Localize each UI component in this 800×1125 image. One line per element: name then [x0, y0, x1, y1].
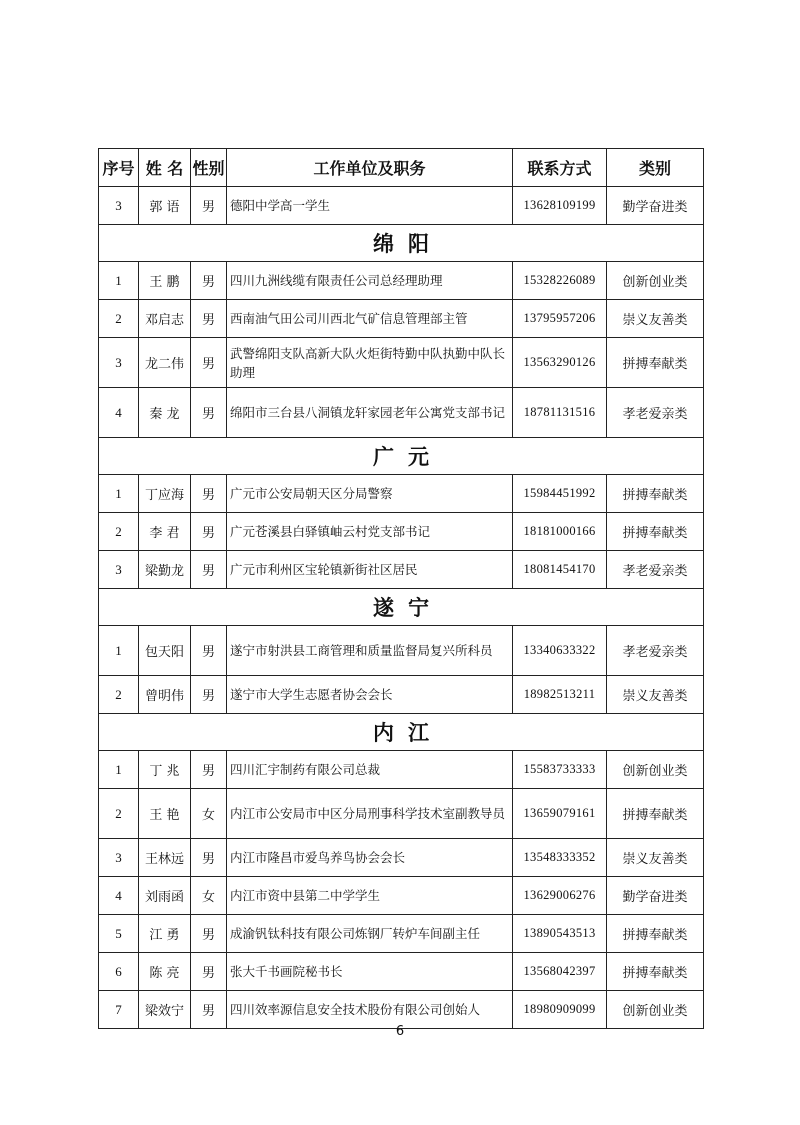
- cell-gender: 男: [191, 626, 227, 676]
- table-row: [99, 915, 704, 953]
- cell-phone: 18081454170: [513, 551, 607, 589]
- cell-name: 王 艳: [139, 789, 191, 839]
- cell-unit: 内江市资中县第二中学学生: [227, 877, 513, 915]
- cell-index: 3: [99, 187, 139, 225]
- cell-gender: 男: [191, 991, 227, 1029]
- cell-unit: 四川效率源信息安全技术股份有限公司创始人: [227, 991, 513, 1029]
- page-number: 6: [395, 1024, 405, 1039]
- cell-index: 1: [99, 751, 139, 789]
- table-row: [99, 338, 704, 388]
- cell-name: 丁应海: [139, 475, 191, 513]
- table-row: [99, 676, 704, 714]
- cell-category: 拼搏奉献类: [607, 475, 704, 513]
- cell-category: 创新创业类: [607, 991, 704, 1029]
- cell-category: 勤学奋进类: [607, 187, 704, 225]
- cell-unit: 遂宁市射洪县工商管理和质量监督局复兴所科员: [227, 626, 513, 676]
- cell-category: 孝老爱亲类: [607, 388, 704, 438]
- cell-phone: 13890543513: [513, 915, 607, 953]
- cell-phone: 15583733333: [513, 751, 607, 789]
- cell-gender: 男: [191, 751, 227, 789]
- table-row: [99, 839, 704, 877]
- region-heading: 绵阳: [99, 225, 704, 262]
- cell-category: 勤学奋进类: [607, 877, 704, 915]
- table-row: [99, 513, 704, 551]
- header-phone: 联系方式: [513, 149, 607, 187]
- cell-category: 拼搏奉献类: [607, 513, 704, 551]
- cell-name: 刘雨函: [139, 877, 191, 915]
- cell-category: 拼搏奉献类: [607, 338, 704, 388]
- cell-category: 拼搏奉献类: [607, 915, 704, 953]
- cell-name: 王 鹏: [139, 262, 191, 300]
- region-row: [99, 589, 704, 626]
- cell-name: 龙二伟: [139, 338, 191, 388]
- cell-unit: 内江市隆昌市爱鸟养鸟协会会长: [227, 839, 513, 877]
- cell-phone: 13795957206: [513, 300, 607, 338]
- cell-phone: 18781131516: [513, 388, 607, 438]
- cell-name: 丁 兆: [139, 751, 191, 789]
- cell-phone: 13548333352: [513, 839, 607, 877]
- cell-name: 郭 语: [139, 187, 191, 225]
- cell-unit: 四川九洲线缆有限责任公司总经理助理: [227, 262, 513, 300]
- cell-phone: 18980909099: [513, 991, 607, 1029]
- cell-index: 6: [99, 953, 139, 991]
- cell-name: 秦 龙: [139, 388, 191, 438]
- header-unit: 工作单位及职务: [227, 149, 513, 187]
- cell-category: 创新创业类: [607, 262, 704, 300]
- cell-gender: 男: [191, 388, 227, 438]
- cell-unit: 成渝钒钛科技有限公司炼钢厂转炉车间副主任: [227, 915, 513, 953]
- cell-name: 梁效宁: [139, 991, 191, 1029]
- cell-index: 3: [99, 338, 139, 388]
- cell-gender: 男: [191, 338, 227, 388]
- cell-category: 拼搏奉献类: [607, 953, 704, 991]
- cell-gender: 男: [191, 915, 227, 953]
- table-row: [99, 953, 704, 991]
- cell-index: 4: [99, 877, 139, 915]
- cell-category: 崇义友善类: [607, 300, 704, 338]
- region-row: [99, 714, 704, 751]
- table-row: [99, 751, 704, 789]
- region-row: [99, 225, 704, 262]
- cell-unit: 四川汇宇制药有限公司总裁: [227, 751, 513, 789]
- region-heading: 广元: [99, 438, 704, 475]
- cell-unit: 广元市公安局朝天区分局警察: [227, 475, 513, 513]
- cell-gender: 女: [191, 877, 227, 915]
- cell-index: 1: [99, 626, 139, 676]
- cell-gender: 男: [191, 513, 227, 551]
- cell-phone: 13563290126: [513, 338, 607, 388]
- cell-index: 2: [99, 789, 139, 839]
- cell-unit: 内江市公安局市中区分局刑事科学技术室副教导员: [227, 789, 513, 839]
- cell-name: 李 君: [139, 513, 191, 551]
- region-heading: 内江: [99, 714, 704, 751]
- cell-category: 创新创业类: [607, 751, 704, 789]
- cell-phone: 18181000166: [513, 513, 607, 551]
- cell-gender: 男: [191, 676, 227, 714]
- table-row: [99, 626, 704, 676]
- header-index: 序号: [99, 149, 139, 187]
- cell-unit: 广元市利州区宝轮镇新街社区居民: [227, 551, 513, 589]
- table-header-row: [99, 149, 704, 187]
- cell-index: 5: [99, 915, 139, 953]
- honoree-table: [98, 148, 704, 1029]
- cell-category: 崇义友善类: [607, 676, 704, 714]
- table-row: [99, 991, 704, 1029]
- cell-index: 4: [99, 388, 139, 438]
- cell-category: 孝老爱亲类: [607, 551, 704, 589]
- cell-gender: 男: [191, 300, 227, 338]
- cell-unit: 武警绵阳支队高新大队火炬街特勤中队执勤中队长助理: [227, 338, 513, 388]
- cell-unit: 广元苍溪县白驿镇岫云村党支部书记: [227, 513, 513, 551]
- cell-name: 江 勇: [139, 915, 191, 953]
- cell-phone: 13659079161: [513, 789, 607, 839]
- cell-phone: 15984451992: [513, 475, 607, 513]
- table-row: [99, 388, 704, 438]
- cell-name: 梁勤龙: [139, 551, 191, 589]
- cell-unit: 西南油气田公司川西北气矿信息管理部主管: [227, 300, 513, 338]
- cell-category: 崇义友善类: [607, 839, 704, 877]
- cell-name: 陈 亮: [139, 953, 191, 991]
- table-body: [99, 187, 704, 1029]
- cell-unit: 遂宁市大学生志愿者协会会长: [227, 676, 513, 714]
- cell-index: 7: [99, 991, 139, 1029]
- cell-name: 包天阳: [139, 626, 191, 676]
- cell-gender: 女: [191, 789, 227, 839]
- table-row: [99, 877, 704, 915]
- region-heading: 遂宁: [99, 589, 704, 626]
- table-row: [99, 262, 704, 300]
- cell-phone: 15328226089: [513, 262, 607, 300]
- cell-gender: 男: [191, 187, 227, 225]
- cell-category: 孝老爱亲类: [607, 626, 704, 676]
- cell-index: 2: [99, 676, 139, 714]
- header-name: 姓 名: [139, 149, 191, 187]
- cell-name: 邓启志: [139, 300, 191, 338]
- cell-index: 3: [99, 551, 139, 589]
- cell-name: 曾明伟: [139, 676, 191, 714]
- cell-gender: 男: [191, 551, 227, 589]
- cell-phone: 13568042397: [513, 953, 607, 991]
- table-row: [99, 187, 704, 225]
- cell-index: 3: [99, 839, 139, 877]
- cell-unit: 德阳中学高一学生: [227, 187, 513, 225]
- table-row: [99, 475, 704, 513]
- cell-phone: 13340633322: [513, 626, 607, 676]
- header-gender: 性别: [191, 149, 227, 187]
- cell-index: 1: [99, 262, 139, 300]
- cell-gender: 男: [191, 953, 227, 991]
- cell-category: 拼搏奉献类: [607, 789, 704, 839]
- cell-gender: 男: [191, 262, 227, 300]
- cell-phone: 13628109199: [513, 187, 607, 225]
- cell-phone: 13629006276: [513, 877, 607, 915]
- cell-name: 王林远: [139, 839, 191, 877]
- header-category: 类别: [607, 149, 704, 187]
- cell-index: 1: [99, 475, 139, 513]
- cell-index: 2: [99, 300, 139, 338]
- region-row: [99, 438, 704, 475]
- cell-gender: 男: [191, 839, 227, 877]
- cell-unit: 绵阳市三台县八洞镇龙轩家园老年公寓党支部书记: [227, 388, 513, 438]
- table-row: [99, 789, 704, 839]
- cell-index: 2: [99, 513, 139, 551]
- table-row: [99, 551, 704, 589]
- cell-phone: 18982513211: [513, 676, 607, 714]
- cell-unit: 张大千书画院秘书长: [227, 953, 513, 991]
- cell-gender: 男: [191, 475, 227, 513]
- table-row: [99, 300, 704, 338]
